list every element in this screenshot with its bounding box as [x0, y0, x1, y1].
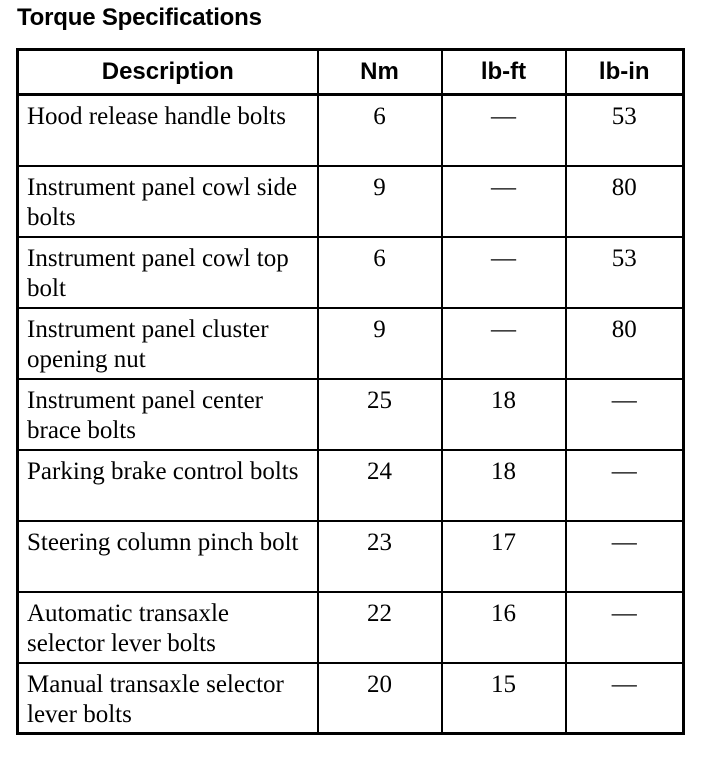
lb-in-cell: —: [566, 450, 684, 521]
lb-ft-cell: —: [442, 237, 566, 308]
lb-in-cell: 80: [566, 308, 684, 379]
description-cell: Parking brake control bolts: [18, 450, 318, 521]
lb-ft-cell: 18: [442, 450, 566, 521]
nm-cell: 22: [318, 592, 442, 663]
table-row: [18, 450, 684, 521]
description-cell: Instrument panel cowl side bolts: [18, 166, 318, 237]
nm-cell: 9: [318, 166, 442, 237]
nm-cell: 25: [318, 379, 442, 450]
description-cell: Instrument panel cowl top bolt: [18, 237, 318, 308]
column-header-lb-in: lb-in: [566, 50, 684, 95]
description-cell: Automatic transaxle selector lever bolts: [18, 592, 318, 663]
column-header-lb-ft: lb-ft: [442, 50, 566, 95]
lb-ft-cell: 15: [442, 663, 566, 734]
lb-ft-cell: —: [442, 95, 566, 166]
description-cell: Hood release handle bolts: [18, 95, 318, 166]
lb-in-cell: —: [566, 592, 684, 663]
table-row: [18, 95, 684, 166]
table-row: [18, 237, 684, 308]
lb-in-cell: —: [566, 379, 684, 450]
lb-in-cell: 53: [566, 95, 684, 166]
description-cell: Steering column pinch bolt: [18, 521, 318, 592]
lb-in-cell: —: [566, 521, 684, 592]
nm-cell: 6: [318, 237, 442, 308]
nm-cell: 6: [318, 95, 442, 166]
nm-cell: 9: [318, 308, 442, 379]
table-row: [18, 521, 684, 592]
nm-cell: 24: [318, 450, 442, 521]
table-row: [18, 308, 684, 379]
nm-cell: 20: [318, 663, 442, 734]
table-header-row: [18, 50, 684, 95]
column-header-description: Description: [18, 50, 318, 95]
description-cell: Instrument panel cluster opening nut: [18, 308, 318, 379]
lb-in-cell: 53: [566, 237, 684, 308]
lb-ft-cell: 16: [442, 592, 566, 663]
description-cell: Manual transaxle selector lever bolts: [18, 663, 318, 734]
description-cell: Instrument panel center brace bolts: [18, 379, 318, 450]
lb-ft-cell: 17: [442, 521, 566, 592]
torque-spec-table: [16, 48, 685, 735]
table-row: [18, 166, 684, 237]
lb-ft-cell: —: [442, 308, 566, 379]
lb-ft-cell: 18: [442, 379, 566, 450]
nm-cell: 23: [318, 521, 442, 592]
lb-ft-cell: —: [442, 166, 566, 237]
table-row: [18, 379, 684, 450]
lb-in-cell: —: [566, 663, 684, 734]
table-row: [18, 592, 684, 663]
column-header-nm: Nm: [318, 50, 442, 95]
table-row: [18, 663, 684, 734]
lb-in-cell: 80: [566, 166, 684, 237]
page-title: Torque Specifications: [17, 4, 262, 31]
